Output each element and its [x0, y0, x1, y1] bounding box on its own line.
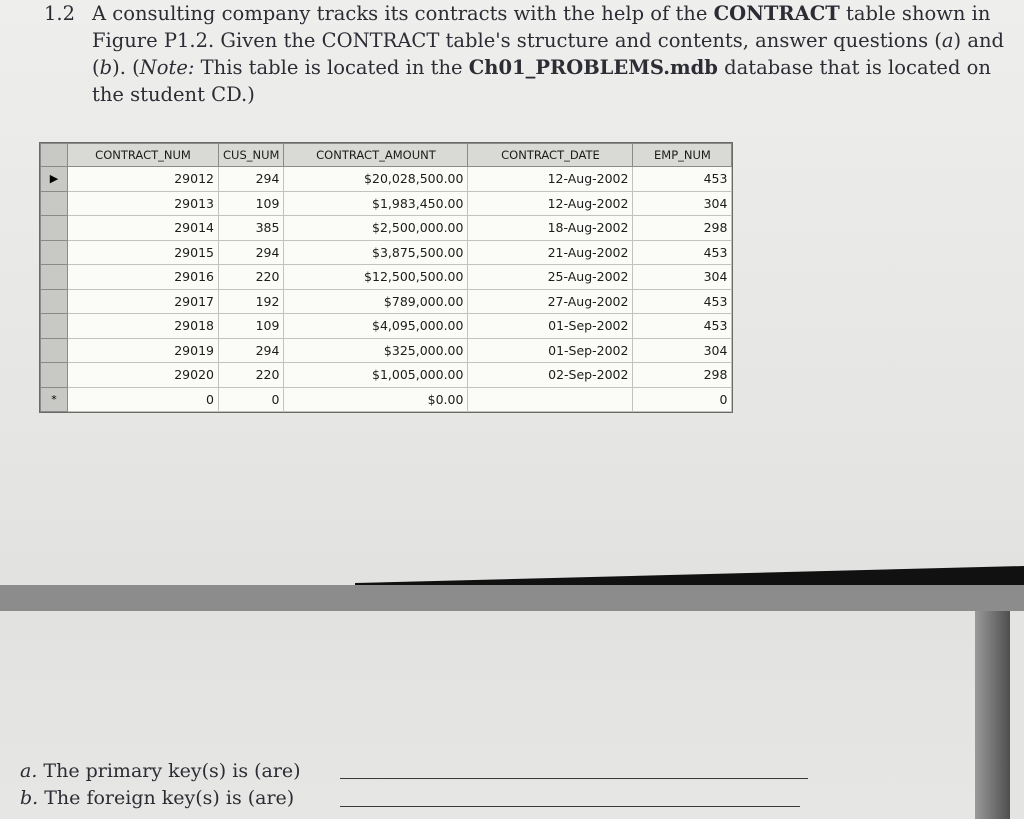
table-cell[interactable]: 304 — [633, 265, 732, 290]
table-header-row — [41, 144, 732, 167]
table-cell[interactable]: $0.00 — [284, 387, 468, 412]
table-cell[interactable]: 29016 — [68, 265, 219, 290]
question-text: The primary key(s) is (are) — [43, 760, 301, 782]
table-cell[interactable]: 29020 — [68, 363, 219, 388]
table-row[interactable] — [41, 265, 732, 290]
text-run: A consulting company tracks its contracts with the help of the — [92, 2, 714, 25]
column-header[interactable]: CONTRACT_NUM — [68, 144, 219, 167]
table-cell[interactable]: 385 — [219, 216, 284, 241]
table-cell[interactable]: 29018 — [68, 314, 219, 339]
table-cell[interactable]: 29013 — [68, 191, 219, 216]
row-selector[interactable] — [41, 363, 68, 388]
table-cell[interactable]: $12,500,500.00 — [284, 265, 468, 290]
table-cell[interactable]: 25-Aug-2002 — [468, 265, 633, 290]
column-header[interactable]: EMP_NUM — [633, 144, 732, 167]
table-cell[interactable]: 220 — [219, 363, 284, 388]
table-row[interactable] — [41, 240, 732, 265]
table-cell[interactable]: 29015 — [68, 240, 219, 265]
table-cell[interactable]: $1,983,450.00 — [284, 191, 468, 216]
table-cell[interactable]: 21-Aug-2002 — [468, 240, 633, 265]
table-cell[interactable]: $4,095,000.00 — [284, 314, 468, 339]
column-header[interactable]: CUS_NUM — [219, 144, 284, 167]
text-run-italic: Note: — [139, 56, 195, 79]
question-b — [20, 787, 294, 809]
table-cell[interactable]: 453 — [633, 289, 732, 314]
row-selector[interactable]: ▶ — [41, 167, 68, 192]
table-cell[interactable]: 192 — [219, 289, 284, 314]
text-run-italic: b — [99, 56, 113, 79]
table-cell[interactable]: 294 — [219, 167, 284, 192]
column-header[interactable]: CONTRACT_AMOUNT — [284, 144, 468, 167]
problem-number: 1.2 — [44, 2, 76, 25]
column-header[interactable]: CONTRACT_DATE — [468, 144, 633, 167]
table-row[interactable] — [41, 191, 732, 216]
row-selector[interactable] — [41, 240, 68, 265]
table-cell[interactable]: 12-Aug-2002 — [468, 167, 633, 192]
problem-statement — [44, 0, 1009, 108]
table-cell[interactable]: 27-Aug-2002 — [468, 289, 633, 314]
table-cell[interactable]: 29014 — [68, 216, 219, 241]
table-row[interactable] — [41, 338, 732, 363]
table-cell[interactable]: 0 — [633, 387, 732, 412]
table-cell[interactable]: 109 — [219, 191, 284, 216]
table-cell[interactable]: 298 — [633, 363, 732, 388]
table-cell[interactable]: 304 — [633, 338, 732, 363]
text-run: This table is located in the — [194, 56, 469, 79]
answer-line-a[interactable] — [340, 778, 808, 779]
table-cell[interactable]: 01-Sep-2002 — [468, 314, 633, 339]
row-selector[interactable] — [41, 265, 68, 290]
text-run: ) and ( — [92, 29, 1005, 79]
question-a — [20, 760, 301, 782]
table-row[interactable] — [41, 289, 732, 314]
text-run: ). ( — [112, 56, 140, 79]
text-run-bold: CONTRACT — [713, 2, 840, 25]
page-binding-shadow — [975, 611, 1010, 819]
row-selector[interactable] — [41, 191, 68, 216]
text-run: table shown in Figure P1.2. Given the CONTRACT table's structure and contents, answer questions ( — [92, 2, 991, 52]
row-selector[interactable] — [41, 289, 68, 314]
row-selector-header[interactable] — [41, 144, 68, 167]
table-cell[interactable]: $3,875,500.00 — [284, 240, 468, 265]
table-row[interactable] — [41, 314, 732, 339]
contract-table — [40, 143, 732, 412]
new-record-selector[interactable]: * — [41, 387, 68, 412]
question-text: The foreign key(s) is (are) — [44, 787, 295, 809]
table-cell[interactable]: 453 — [633, 167, 732, 192]
problem-text — [92, 0, 1009, 108]
table-row[interactable] — [41, 216, 732, 241]
question-letter: b. — [20, 787, 39, 809]
table-row[interactable] — [41, 167, 732, 192]
table-cell[interactable]: $2,500,000.00 — [284, 216, 468, 241]
table-cell[interactable]: 109 — [219, 314, 284, 339]
text-run-bold: Ch01_PROBLEMS.mdb — [468, 56, 718, 79]
table-cell[interactable]: $1,005,000.00 — [284, 363, 468, 388]
table-cell[interactable]: 298 — [633, 216, 732, 241]
table-cell[interactable]: 29012 — [68, 167, 219, 192]
table-cell[interactable]: 453 — [633, 314, 732, 339]
row-selector[interactable] — [41, 216, 68, 241]
table-body — [41, 167, 732, 412]
table-cell[interactable]: 18-Aug-2002 — [468, 216, 633, 241]
table-cell[interactable]: 12-Aug-2002 — [468, 191, 633, 216]
table-cell[interactable]: $325,000.00 — [284, 338, 468, 363]
page-divider — [0, 585, 1024, 611]
table-row[interactable] — [41, 363, 732, 388]
table-cell[interactable]: 29019 — [68, 338, 219, 363]
table-cell[interactable]: $789,000.00 — [284, 289, 468, 314]
table-cell[interactable]: 304 — [633, 191, 732, 216]
table-cell[interactable]: 02-Sep-2002 — [468, 363, 633, 388]
table-cell[interactable]: $20,028,500.00 — [284, 167, 468, 192]
table-cell[interactable] — [468, 387, 633, 412]
answer-line-b[interactable] — [340, 806, 800, 807]
question-letter: a. — [20, 760, 38, 782]
row-selector[interactable] — [41, 338, 68, 363]
table-cell[interactable]: 294 — [219, 240, 284, 265]
text-run-italic: a — [941, 29, 954, 52]
table-cell[interactable]: 453 — [633, 240, 732, 265]
row-selector[interactable] — [41, 314, 68, 339]
new-record-row[interactable] — [41, 387, 732, 412]
text-run: database that is located on the student CD.) — [92, 56, 991, 106]
table-cell[interactable]: 0 — [68, 387, 219, 412]
table-cell[interactable]: 220 — [219, 265, 284, 290]
table-cell[interactable]: 01-Sep-2002 — [468, 338, 633, 363]
table-cell[interactable]: 294 — [219, 338, 284, 363]
table-cell[interactable]: 0 — [219, 387, 284, 412]
table-cell[interactable]: 29017 — [68, 289, 219, 314]
